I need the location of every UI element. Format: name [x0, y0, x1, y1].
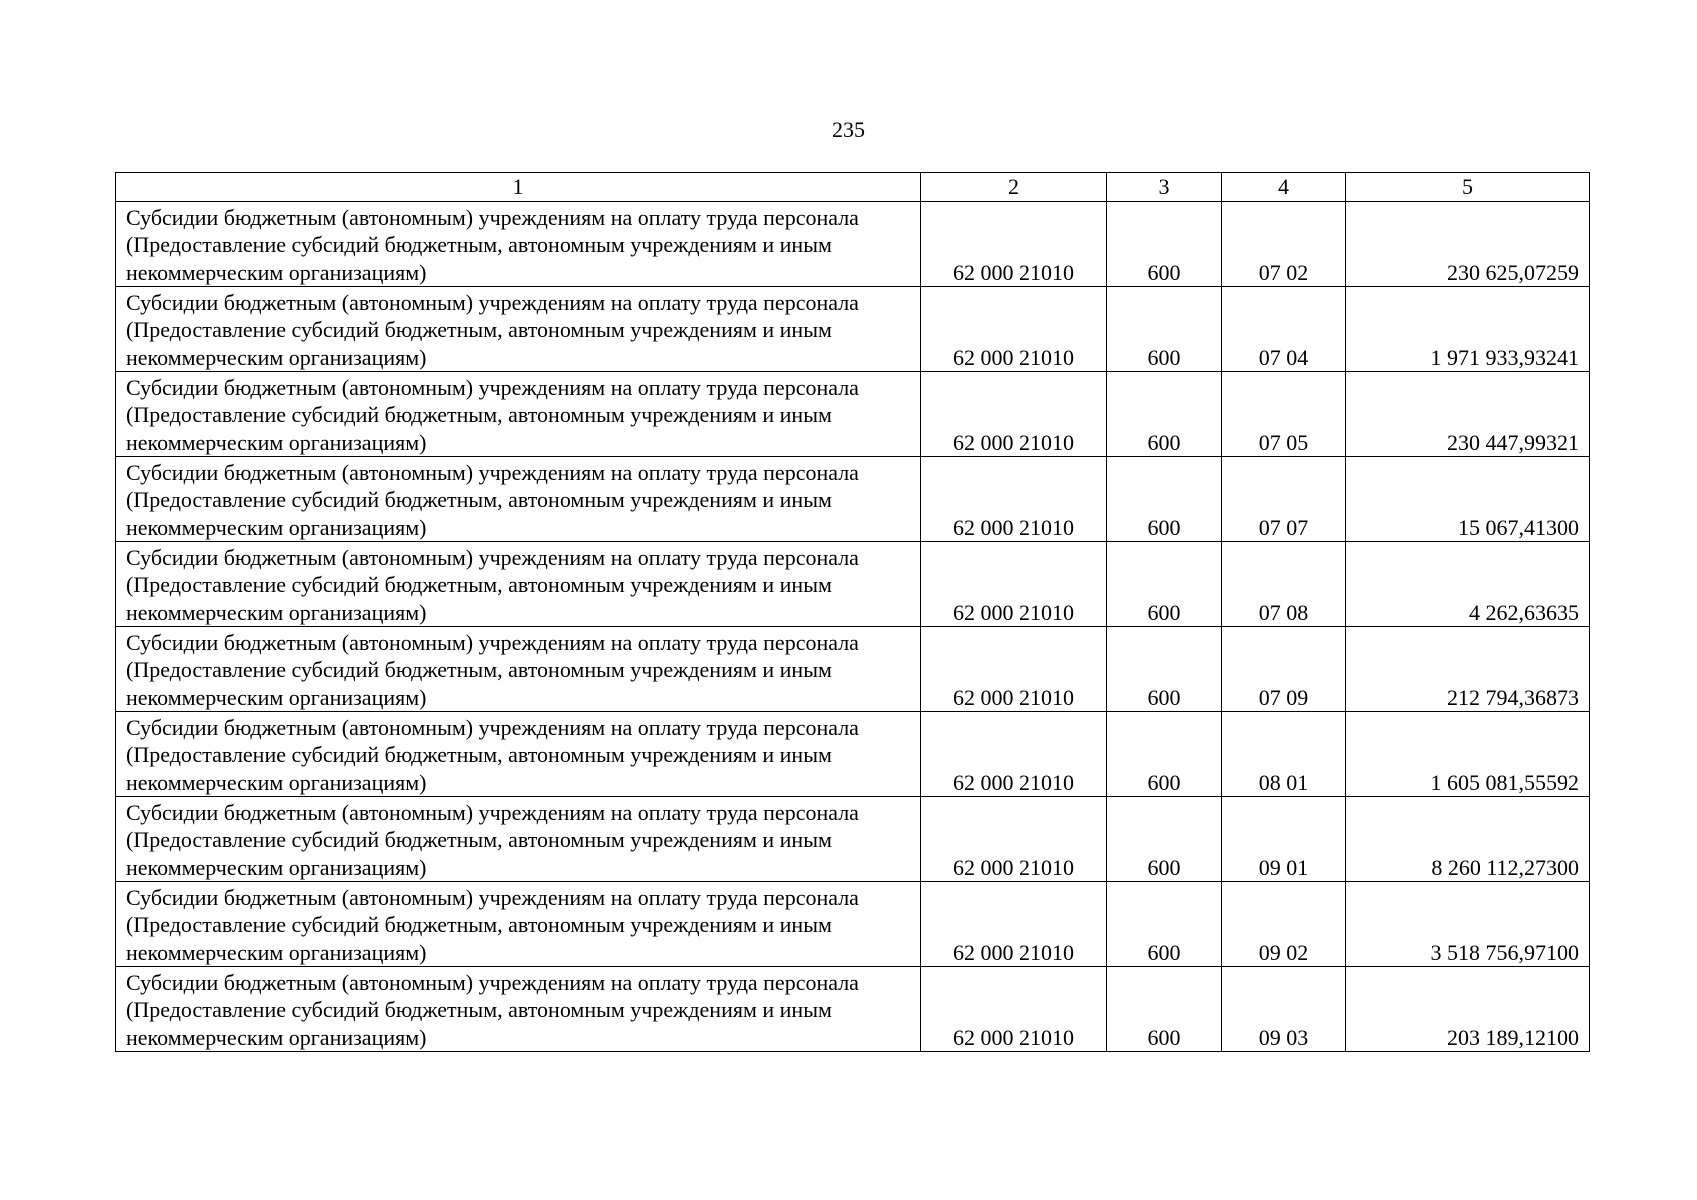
row-expense-type: 600 — [1107, 627, 1222, 712]
table-row — [116, 627, 1590, 712]
table-row — [116, 202, 1590, 287]
row-section: 07 07 — [1222, 457, 1346, 542]
header-row — [116, 173, 1590, 202]
column-header-1: 1 — [116, 173, 921, 202]
row-target-code: 62 000 21010 — [921, 457, 1107, 542]
row-target-code: 62 000 21010 — [921, 372, 1107, 457]
row-target-code: 62 000 21010 — [921, 542, 1107, 627]
row-target-code: 62 000 21010 — [921, 882, 1107, 967]
row-target-code: 62 000 21010 — [921, 287, 1107, 372]
row-target-code: 62 000 21010 — [921, 797, 1107, 882]
row-section: 07 08 — [1222, 542, 1346, 627]
row-description: Субсидии бюджетным (автономным) учреждениям на оплату труда персонала (Предоставление субсидий бюджетным, автономным учреждениям и иным некоммерческим организациям) — [116, 627, 921, 712]
row-description: Субсидии бюджетным (автономным) учреждениям на оплату труда персонала (Предоставление субсидий бюджетным, автономным учреждениям и иным некоммерческим организациям) — [116, 372, 921, 457]
column-header-3: 3 — [1107, 173, 1222, 202]
row-description: Субсидии бюджетным (автономным) учреждениям на оплату труда персонала (Предоставление субсидий бюджетным, автономным учреждениям и иным некоммерческим организациям) — [116, 967, 921, 1052]
row-expense-type: 600 — [1107, 372, 1222, 457]
budget-table — [115, 172, 1590, 1052]
row-target-code: 62 000 21010 — [921, 712, 1107, 797]
row-description: Субсидии бюджетным (автономным) учреждениям на оплату труда персонала (Предоставление субсидий бюджетным, автономным учреждениям и иным некоммерческим организациям) — [116, 712, 921, 797]
row-section: 07 02 — [1222, 202, 1346, 287]
row-description: Субсидии бюджетным (автономным) учреждениям на оплату труда персонала (Предоставление субсидий бюджетным, автономным учреждениям и иным некоммерческим организациям) — [116, 797, 921, 882]
row-amount: 230 625,07259 — [1346, 202, 1590, 287]
row-amount: 203 189,12100 — [1346, 967, 1590, 1052]
row-description: Субсидии бюджетным (автономным) учреждениям на оплату труда персонала (Предоставление субсидий бюджетным, автономным учреждениям и иным некоммерческим организациям) — [116, 202, 921, 287]
table-row — [116, 372, 1590, 457]
row-section: 07 09 — [1222, 627, 1346, 712]
row-amount: 4 262,63635 — [1346, 542, 1590, 627]
row-section: 09 01 — [1222, 797, 1346, 882]
table-row — [116, 712, 1590, 797]
column-header-5: 5 — [1346, 173, 1590, 202]
column-header-2: 2 — [921, 173, 1107, 202]
row-expense-type: 600 — [1107, 542, 1222, 627]
row-expense-type: 600 — [1107, 202, 1222, 287]
table-row — [116, 797, 1590, 882]
row-expense-type: 600 — [1107, 797, 1222, 882]
row-amount: 1 971 933,93241 — [1346, 287, 1590, 372]
row-amount: 230 447,99321 — [1346, 372, 1590, 457]
column-header-4: 4 — [1222, 173, 1346, 202]
row-expense-type: 600 — [1107, 287, 1222, 372]
table-row — [116, 287, 1590, 372]
row-target-code: 62 000 21010 — [921, 967, 1107, 1052]
row-target-code: 62 000 21010 — [921, 202, 1107, 287]
table-row — [116, 457, 1590, 542]
row-section: 07 04 — [1222, 287, 1346, 372]
row-section: 09 03 — [1222, 967, 1346, 1052]
row-description: Субсидии бюджетным (автономным) учреждениям на оплату труда персонала (Предоставление субсидий бюджетным, автономным учреждениям и иным некоммерческим организациям) — [116, 542, 921, 627]
row-section: 07 05 — [1222, 372, 1346, 457]
row-amount: 3 518 756,97100 — [1346, 882, 1590, 967]
table-row — [116, 967, 1590, 1052]
table-row — [116, 882, 1590, 967]
row-amount: 15 067,41300 — [1346, 457, 1590, 542]
row-amount: 8 260 112,27300 — [1346, 797, 1590, 882]
row-amount: 212 794,36873 — [1346, 627, 1590, 712]
row-expense-type: 600 — [1107, 712, 1222, 797]
page-number: 235 — [832, 117, 865, 142]
row-expense-type: 600 — [1107, 882, 1222, 967]
row-section: 09 02 — [1222, 882, 1346, 967]
row-amount: 1 605 081,55592 — [1346, 712, 1590, 797]
row-expense-type: 600 — [1107, 457, 1222, 542]
row-expense-type: 600 — [1107, 967, 1222, 1052]
row-target-code: 62 000 21010 — [921, 627, 1107, 712]
row-section: 08 01 — [1222, 712, 1346, 797]
table-row — [116, 542, 1590, 627]
row-description: Субсидии бюджетным (автономным) учреждениям на оплату труда персонала (Предоставление субсидий бюджетным, автономным учреждениям и иным некоммерческим организациям) — [116, 457, 921, 542]
row-description: Субсидии бюджетным (автономным) учреждениям на оплату труда персонала (Предоставление субсидий бюджетным, автономным учреждениям и иным некоммерческим организациям) — [116, 287, 921, 372]
row-description: Субсидии бюджетным (автономным) учреждениям на оплату труда персонала (Предоставление субсидий бюджетным, автономным учреждениям и иным некоммерческим организациям) — [116, 882, 921, 967]
